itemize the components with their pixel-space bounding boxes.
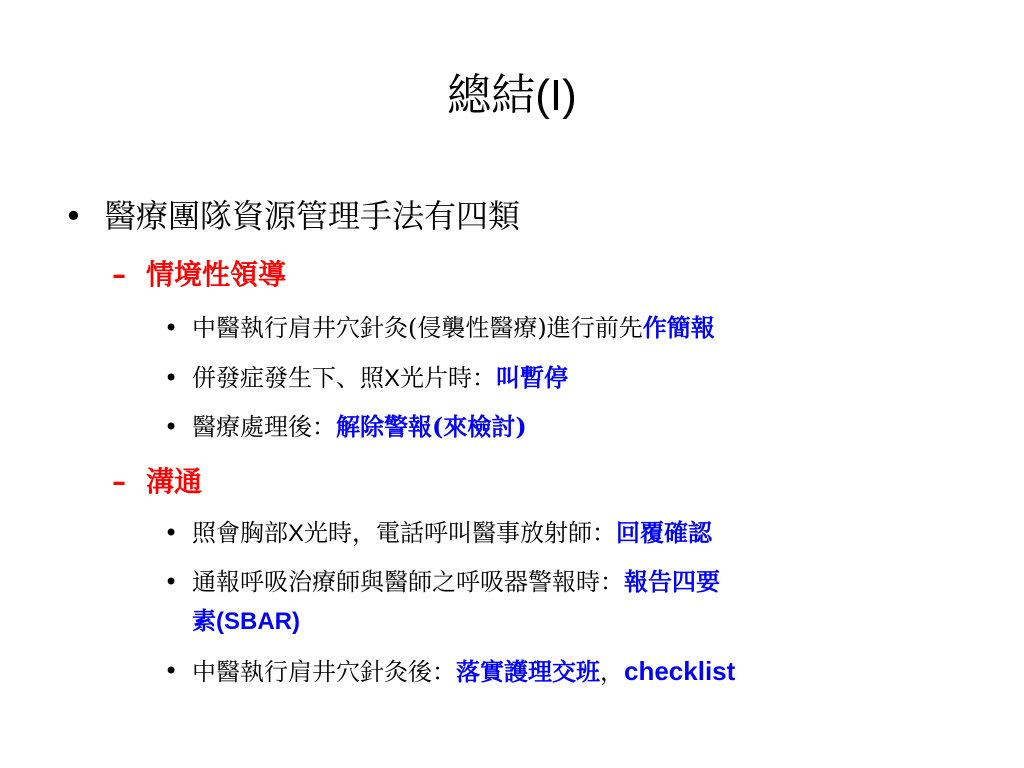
list-item xyxy=(164,312,715,344)
bullet-dash: – xyxy=(112,258,126,291)
bullet-dot: • xyxy=(164,568,179,596)
bullet-dot: • xyxy=(64,197,83,235)
item-highlight: 落實護理交班 xyxy=(456,657,600,686)
title-text: 總結 xyxy=(447,70,536,121)
item-text: 醫療處理後： xyxy=(192,413,336,441)
main-point-text: 醫療團隊資源管理手法有四類 xyxy=(104,197,521,235)
bullet-dot: • xyxy=(164,364,179,392)
item-text-cont: 光時，電話呼叫醫事放射師： xyxy=(304,519,617,547)
title-suffix: (I) xyxy=(535,71,577,120)
list-item xyxy=(164,362,568,395)
list-item xyxy=(164,566,720,598)
item-highlight: 回覆確認 xyxy=(616,518,713,547)
item-highlight-latin: (SBAR) xyxy=(216,608,300,635)
bullet-dash: – xyxy=(112,465,126,498)
item-text: 併發症發生下、照 xyxy=(192,364,384,392)
item-tail: checklist xyxy=(624,656,736,686)
list-item-continuation xyxy=(164,605,300,638)
bullet-dot: • xyxy=(164,413,179,441)
item-latin: X xyxy=(384,365,401,392)
item-latin: X xyxy=(288,520,305,547)
item-text: 中醫執行肩井穴針灸後： xyxy=(192,658,456,686)
item-highlight: 叫暫停 xyxy=(496,363,569,392)
section-situational-leadership xyxy=(112,257,286,293)
bullet-main xyxy=(64,196,520,236)
list-item xyxy=(164,517,712,550)
section-heading: 情境性領導 xyxy=(146,258,287,291)
slide-title xyxy=(0,66,1024,126)
bullet-dot: • xyxy=(164,314,179,342)
item-text-cont: 光片時： xyxy=(400,364,497,392)
item-separator: ， xyxy=(600,658,624,686)
item-text: 中醫執行肩井穴針灸(侵襲性醫療)進行前先 xyxy=(192,314,643,342)
list-item xyxy=(164,411,527,443)
list-item xyxy=(164,655,735,688)
item-text: 照會胸部 xyxy=(192,519,288,547)
section-heading: 溝通 xyxy=(146,465,203,498)
bullet-dot: • xyxy=(164,657,179,685)
item-highlight: 報告四要 xyxy=(624,567,720,596)
item-highlight: 素 xyxy=(192,606,216,635)
bullet-dot: • xyxy=(164,519,179,547)
section-communication xyxy=(112,464,202,500)
item-text: 通報呼吸治療師與醫師之呼吸器警報時： xyxy=(192,568,624,596)
item-highlight: 解除警報(來檢討) xyxy=(336,412,527,441)
item-highlight: 作簡報 xyxy=(642,313,715,342)
